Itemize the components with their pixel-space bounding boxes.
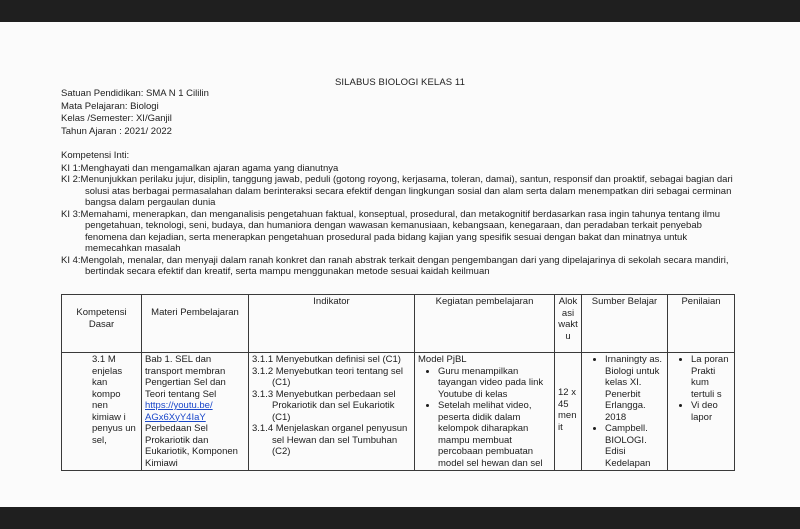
kegiatan-item-2: • Setelah melihat video, peserta didik dalam kelompok diharapkan mampu membuat percobaan pembuatan model sel hewan dan sel [438,400,551,469]
kegiatan-item-1: • Guru menampilkan tayangan video pada link Youtube di kelas [438,366,551,401]
header-alokasi: Alok asi wakt u [555,295,582,353]
document-title: SILABUS BIOLOGI KELAS 11 [334,77,465,88]
meta-tahun: Tahun Ajaran : 2021/ 2022 [61,125,172,137]
document-page [0,22,800,507]
ki-1: KI 1:Menghayati dan mengamalkan ajaran agama yang dianutnya [61,162,339,174]
ki-3: KI 3:Memahami, menerapkan, dan menganalisis pengetahuan faktual, konseptual, prosedural, dan metakognitif berdasarkan rasa ingin tahunya tentang ilmu pengetahuan, teknologi, seni, budaya, dan humaniora dengan wawasan kemanusiaan, kebangsaan, kenegaraan, dan peradaban terkait penyebab fenomena dan kejadian, serta menerapkan pengetahuan prosedural pada bidang kajian yang spesifik sesuai dengan bakat dan minatnya untuk memecahkan masalah [61,208,721,254]
cell-materi [142,353,249,471]
kegiatan-model: Model PjBL [418,354,467,365]
sumber-item-1: • Irnaningty as. Biologi untuk kelas XI. Penerbit Erlangga. 2018 [605,354,664,423]
header-kompetensi-dasar: Kompetensi Dasar [62,295,142,353]
ki-4: KI 4:Mengolah, menalar, dan menyaji dalam ranah konkret dan ranah abstrak terkait dengan pengembangan dari yang dipelajarinya di sekolah secara mandiri, bertindak secara efektif dan kreatif, serta mampu menggunakan metode sesuai kaidah keilmuan [61,254,729,277]
youtube-link[interactable]: https://youtu.be/ AGx6XyY4IaY [145,400,213,423]
header-sumber: Sumber Belajar [582,295,668,353]
materi-text: Bab 1. SEL dan transport membran Pengertian Sel dan Teori tentang Sel [145,354,226,400]
kompetensi-heading: Kompetensi Inti: [61,150,130,161]
cell-indikator [249,353,415,471]
header-indikator: Indikator [249,295,415,353]
header-materi: Materi Pembelajaran [142,295,249,353]
indikator-3-1-4: 3.1.4 Menjelaskan organel penyusun sel Hewan dan sel Tumbuhan (C2) [252,423,408,457]
meta-satuan: Satuan Pendidikan: SMA N 1 Cililin [61,88,209,99]
cell-kompetensi-dasar: 3.1 M enjelas kan kompo nen kimiaw i penyus un sel, [62,353,142,471]
meta-kelas: Kelas /Semester: XI/Ganjil [61,113,172,124]
penilaian-item-2: • Vi deo lapor [691,400,731,423]
silabus-table [61,294,735,471]
meta-mapel: Mata Pelajaran: Biologi [61,100,159,112]
indikator-3-1-2: 3.1.2 Menyebutkan teori tentang sel (C1) [252,365,404,388]
cell-kegiatan [415,353,555,471]
table-header-row [62,295,735,353]
cell-alokasi: 12 x 45 men it [555,353,582,471]
indikator-3-1-3: 3.1.3 Menyebutkan perbedaan sel Prokariotik dan sel Eukariotik (C1) [252,388,396,423]
header-penilaian: Penilaian [668,295,735,353]
penilaian-item-1: • La poran Prakti kum tertuli s [691,354,731,400]
header-kegiatan: Kegiatan pembelajaran [415,295,555,353]
table-row [62,353,735,471]
document-meta [61,88,209,138]
indikator-3-1-1: 3.1.1 Menyebutkan definisi sel (C1) [252,354,401,365]
sumber-item-2: • Campbell. BIOLOGI. Edisi Kedelapan [605,423,664,469]
ki-2: KI 2:Menunjukkan perilaku jujur, disiplin, tanggung jawab, peduli (gotong royong, kerjasama, toleran, damai), santun, responsif dan proaktif, sebagai bagian dari solusi atas berbagai permasalahan dalam berinteraksi secara efektif dengan lingkungan sosial dan alam serta dalam menempatkan diri sebagai cerminan bangsa dalam pergaulan dunia [61,174,733,208]
cell-sumber [582,353,668,471]
cell-penilaian [668,353,735,471]
materi-text-2: Perbedaan Sel Prokariotik dan Eukariotik, Komponen Kimiawi [145,423,238,469]
kompetensi-inti [61,150,741,278]
